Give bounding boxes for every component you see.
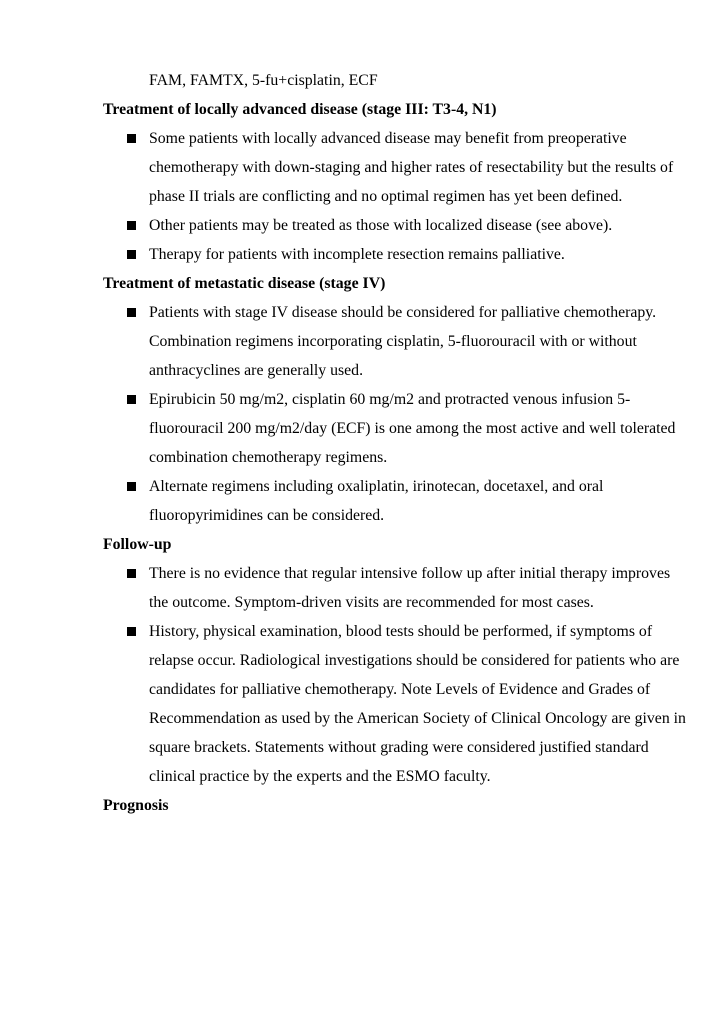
list-item <box>103 472 688 530</box>
section-heading: Treatment of metastatic disease (stage IV) <box>103 275 386 292</box>
section-follow-up <box>103 530 688 791</box>
square-bullet-icon <box>127 482 136 491</box>
bullet-list <box>103 298 688 530</box>
square-bullet-icon <box>127 569 136 578</box>
intro-line: FAM, FAMTX, 5-fu+cisplatin, ECF <box>149 72 378 89</box>
section-metastatic <box>103 269 688 530</box>
section-prognosis <box>103 791 688 820</box>
list-item <box>103 617 688 791</box>
list-item <box>103 124 688 211</box>
section-heading: Prognosis <box>103 797 169 814</box>
square-bullet-icon <box>127 395 136 404</box>
list-item <box>103 559 688 617</box>
section-heading: Follow-up <box>103 536 172 553</box>
bullet-list <box>103 124 688 269</box>
list-item-text: Therapy for patients with incomplete resection remains palliative. <box>149 246 565 263</box>
section-locally-advanced <box>103 95 688 269</box>
square-bullet-icon <box>127 627 136 636</box>
list-item <box>103 298 688 385</box>
section-heading: Treatment of locally advanced disease (stage III: T3-4, N1) <box>103 101 497 118</box>
list-item-text: There is no evidence that regular intensive follow up after initial therapy improves the outcome. Symptom-driven visits are recommended for most cases. <box>149 565 671 611</box>
square-bullet-icon <box>127 221 136 230</box>
bullet-list <box>103 559 688 791</box>
list-item-text: History, physical examination, blood tests should be performed, if symptoms of relapse occur. Radiological investigations should be considered for patients who are candidates for palliative chemotherapy. Note Levels of Evidence and Grades of Recommendation as used by the American Society of Clinical Oncology are given in square brackets. Statements without grading were considered justified standard clinical practice by the experts and the ESMO faculty. <box>149 623 686 785</box>
list-item-text: Epirubicin 50 mg/m2, cisplatin 60 mg/m2 and protracted venous infusion 5-fluorouracil 200 mg/m2/day (ECF) is one among the most active and well tolerated combination chemotherapy regimens. <box>149 391 676 466</box>
square-bullet-icon <box>127 134 136 143</box>
list-item <box>103 385 688 472</box>
list-item-text: Patients with stage IV disease should be considered for palliative chemotherapy. Combination regimens incorporating cisplatin, 5-fluorouracil with or without anthracyclines are generally used. <box>149 304 657 379</box>
list-item <box>103 240 688 269</box>
square-bullet-icon <box>127 308 136 317</box>
square-bullet-icon <box>127 250 136 259</box>
list-item-text: Alternate regimens including oxaliplatin, irinotecan, docetaxel, and oral fluoropyrimidines can be considered. <box>149 478 604 524</box>
list-item-text: Other patients may be treated as those with localized disease (see above). <box>149 217 613 234</box>
list-item-text: Some patients with locally advanced disease may benefit from preoperative chemotherapy with down-staging and higher rates of resectability but the results of phase II trials are conflicting and no optimal regimen has yet been defined. <box>149 130 674 205</box>
list-item <box>103 211 688 240</box>
